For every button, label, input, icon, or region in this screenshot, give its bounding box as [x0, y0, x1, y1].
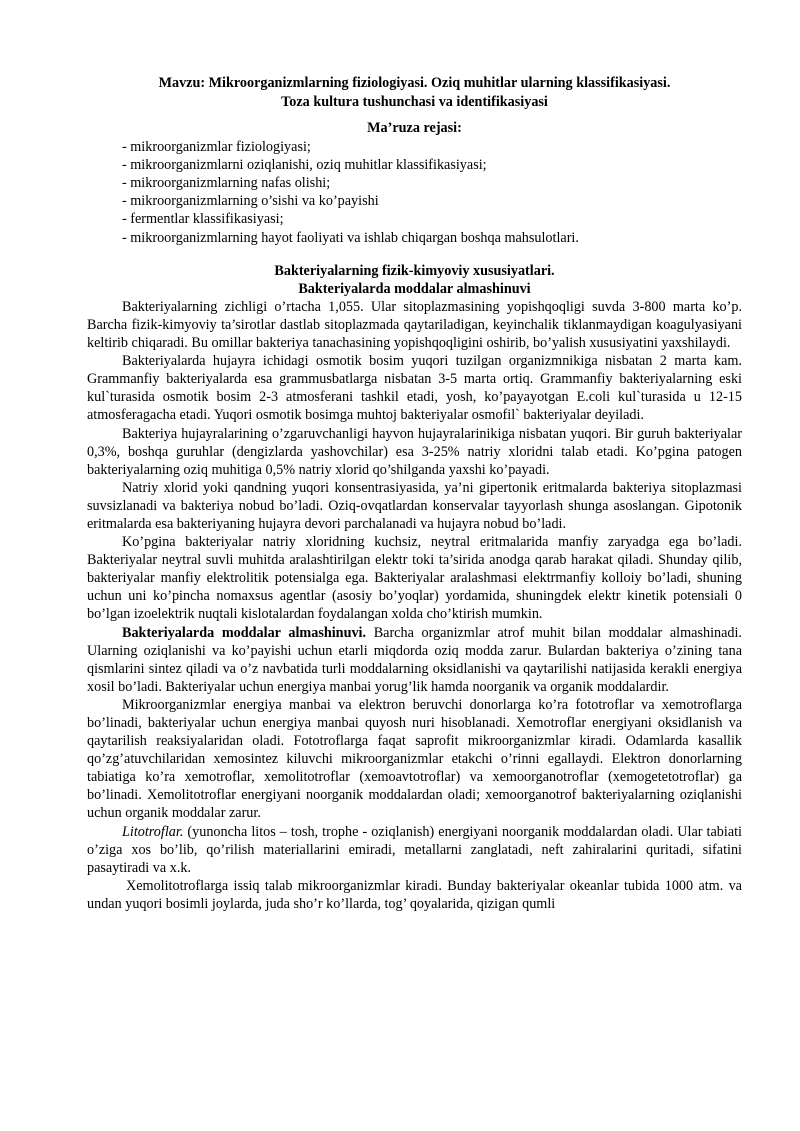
paragraph-energy-sources: Mikroorganizmlar energiya manbai va elektron beruvchi donorlarga ko’ra fototroflar va xemotroflarga bo’linadi, bakteriyalar uchun energiya manbai quyosh nuri hisoblanadi. Xemotroflar energiyani oksidlanish va qaytarilish reaksiyalaridan oladi. Fototroflarga faqat saprofit mikroorganizmlar kiradi. Odamlarda kasallik qo’zg’atuvchilaridan xemosintez kiluvchi mikroorganizmlar etakchi o’rinni egallaydi. Elektron donorlarning tabiatiga ko’ra xemotroflar, xemolitotroflar (xemoavtotroflar) va xemoorganotroflar (xemogetetotroflar) ga bo’linadi. Xemolitotroflar energiyani noorganik moddalardan oladi; xemoorganotrof bakteriyalarning oziqlanishi uchun organik moddalar zarur.: [87, 696, 742, 822]
plan-item: - mikroorganizmlarning hayot faoliyati va ishlab chiqargan boshqa mahsulotlari.: [122, 229, 579, 246]
lithotrophs-text: (yunoncha litos – tosh, trophe - oziqlanish) energiyani noorganik moddalardan oladi. Ular tabiati o’ziga xos bo’lib, qo’rilish materiallarini emiradi, metallarni zanglatadi, neft zahiralarini quritadi, sifatini pasaytiradi va x.k.: [87, 823, 742, 876]
paragraph-variability: Bakteriya hujayralarining o’zgaruvchanligi hayvon hujayralarinikiga nisbatan yuqori. Bir guruh bakteriyalar 0,3%, boshqa guruhlar (dengizlarda yashovchilar) esa 3-25% natriy xloridni talab etadi. Ko’pgina patogen bakteriyalarning oziq muhitiga 0,5% natriy xlorid qo’shilganda yaxshi ko’payadi.: [87, 425, 742, 478]
lecture-title-line-1: Mavzu: Mikroorganizmlarning fiziologiyasi. Oziq muhitlar ularning klassifikasiyasi.: [158, 75, 671, 91]
paragraph-osmotic-pressure: Bakteriyalarda hujayra ichidagi osmotik bosim yuqori tuzilgan organizmnikiga nisbatan 2 marta kam. Grammanfiy bakteriyalarda esa grammusbatlarga nisbatan 3-5 marta ortiq. Grammanfiy bakteriyalarning eski kul`turasida osmotik bosim 2-3 atmosferani tashkil etadi, yosh, ko’payayotgan E.coli kul`turasida u 12-15 atmosferagacha etadi. Yuqori osmotik bosimga muhtoj bakteriyalar osmofil` bakteriyalar deyiladi.: [87, 353, 742, 424]
plan-heading: Ma’ruza rejasi:: [367, 120, 462, 136]
plan-list: [87, 138, 742, 247]
paragraph-chemolithotrophs: Xemolitotroflarga issiq talab mikroorganizmlar kiradi. Bunday bakteriyalar okeanlar tubida 1000 atm. va undan yuqori bosimli joylarda, juda sho’r ko’llarda, tog’ qoyalarida, qizigan qumli: [87, 877, 742, 912]
paragraph-charge: Ko’pgina bakteriyalar natriy xloridning kuchsiz, neytral eritmalarida manfiy zaryadga ega bo’ladi. Bakteriyalar neytral suvli muhitda aralashtirilgan elektr toki ta’sirida anodga qarab harakat qiladi. Shunday qilib, bakteriyalar manfiy elektrolitik potensialga ega. Bakteriyalar aralashmasi elektrmanfiy kolloiy bo’ladi, shuning uchun uni ko’pincha nomaxsus agentlar (asosiy bo’yoqlar) yordamida, shuningdek elektr kinetik potensiali 0 bo’lgan izoelektrik nuqtali kislotalardan foydalangan xolda cho’ktirish mumkin.: [87, 534, 742, 623]
plan-item: - mikroorganizmlarning o’sishi va ko’payishi: [122, 193, 379, 210]
metabolism-text: Barcha organizmlar atrof muhit bilan moddalar almashinadi. Ularning oziqlanishi va ko’payishi uchun etarli miqdorda oziq modda zarur. Bulardan bakteriya o’zining tana qismlarini sintez qiladi va o’z navbatida turli moddalarning oksidlanishi va qaytarilishi natijasida kerakli energiya xosil bo’ladi. Bakteriyalar uchun energiya manbai yorug’lik hamda noorganik va organik moddalardir.: [87, 624, 742, 695]
paragraph-concentration: Natriy xlorid yoki qandning yuqori konsentrasiyasida, ya’ni gipertonik eritmalarda bakteriya sitoplazmasi suvsizlanadi va bakteriya nobud bo’ladi. Oziq-ovqatlardan konservalar tayyorlash shunga asoslangan. Gipotonik eritmalarda esa bakteriyaning hujayra devori parchalanadi va hujayra nobud bo’ladi.: [87, 479, 742, 532]
paragraph-density: Bakteriyalarning zichligi o’rtacha 1,055. Ular sitoplazmasining yopishqoqligi suvda 3-800 marta ko’p. Barcha fizik-kimyoviy ta’sirotlar dastlab sitoplazmada qaytariladigan, keyinchalik tiklanmaydigan koagulyasiyani keltirib chiqaradi. Bu omillar bakteriya tanachasining yopishqoqligini oshirib, bo’yalish xususiyatini yaxshilaydi.: [87, 298, 742, 352]
lithotrophs-lead: Litotroflar.: [122, 823, 184, 840]
paragraph-metabolism: [87, 624, 742, 696]
section-title-line-2: Bakteriyalarda moddalar almashinuvi: [298, 280, 531, 297]
section-title-line-1: Bakteriyalarning fizik-kimyoviy xususiyatlari.: [274, 262, 555, 279]
lecture-title-line-2: Toza kultura tushunchasi va identifikasiyasi: [281, 93, 548, 110]
metabolism-lead: Bakteriyalarda moddalar almashinuvi.: [122, 624, 367, 641]
plan-item: - mikroorganizmlar fiziologiyasi;: [122, 139, 311, 156]
plan-item: - mikroorganizmlarni oziqlanishi, oziq muhitlar klassifikasiyasi;: [122, 157, 487, 174]
lecture-title: [87, 74, 742, 111]
plan-item: - fermentlar klassifikasiyasi;: [122, 211, 284, 228]
section-title: [87, 262, 742, 298]
document-page: [87, 74, 742, 913]
plan-item: - mikroorganizmlarning nafas olishi;: [122, 175, 331, 192]
paragraph-lithotrophs: [87, 823, 742, 877]
